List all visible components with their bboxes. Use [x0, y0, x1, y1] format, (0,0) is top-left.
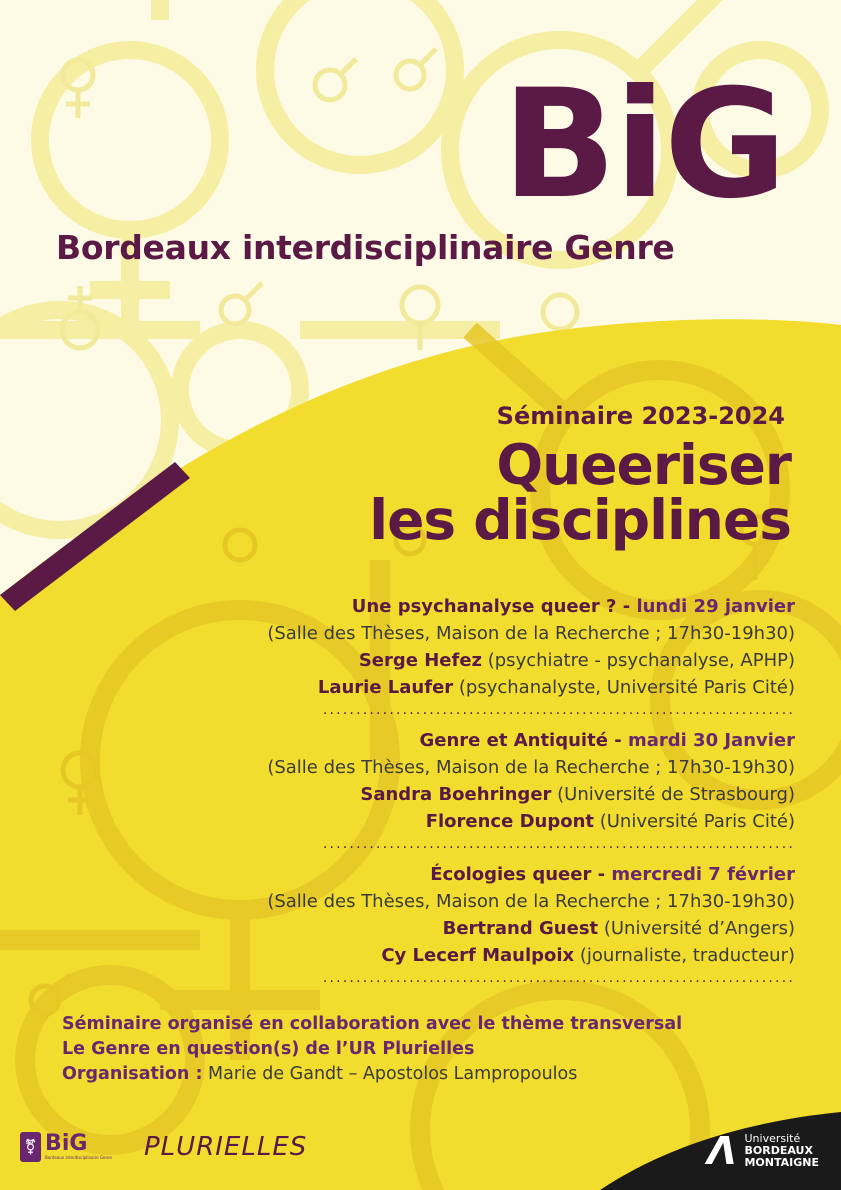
university-line1: Université — [744, 1132, 801, 1145]
seminar-title-line2: les disciplines — [369, 488, 791, 552]
big-logo-subtitle: Bordeaux interdisciplinaire Genre — [45, 1155, 112, 1160]
speaker-affiliation: (psychanalyste, Université Paris Cité) — [453, 677, 795, 698]
session-location: (Salle des Thèses, Maison de la Recherche ; 17h30-19h30) — [267, 757, 795, 778]
speaker-name: Sandra Boehringer — [360, 784, 552, 805]
seminar-year-label: Séminaire 2023-2024 — [496, 402, 785, 430]
speaker-name: Laurie Laufer — [317, 677, 454, 698]
footer-organisers: Marie de Gandt – Apostolos Lampropoulos — [202, 1064, 578, 1084]
footer-organisation-label: Organisation : — [62, 1064, 203, 1084]
speaker-name: Florence Dupont — [425, 811, 594, 832]
seminar-title — [369, 433, 791, 552]
dotted-divider: ....................................................................... — [322, 970, 795, 986]
speaker-name: Bertrand Guest — [442, 918, 599, 939]
university-line3: MONTAIGNE — [744, 1156, 819, 1169]
session-location: (Salle des Thèses, Maison de la Recherche ; 17h30-19h30) — [267, 891, 795, 912]
big-full-name: Bordeaux interdisciplinaire Genre — [56, 228, 675, 267]
speaker-line — [155, 915, 795, 942]
speaker-affiliation: (Université Paris Cité) — [594, 811, 795, 832]
speaker-line — [155, 781, 795, 808]
big-logo-acronym: BiG — [45, 1131, 88, 1156]
big-logo — [20, 1130, 112, 1164]
sessions-list — [155, 593, 795, 995]
speaker-line — [155, 942, 795, 969]
footer-line1: Séminaire organisé en collaboration avec le thème transversal — [62, 1014, 683, 1034]
footer-unit: de l’UR Plurielles — [299, 1039, 475, 1059]
session-title: Écologies queer — [430, 864, 592, 885]
session-1 — [155, 593, 795, 723]
speaker-name: Cy Lecerf Maulpoix — [381, 945, 575, 966]
session-title: Une psychanalyse queer ? — [351, 596, 617, 617]
footer-credits — [62, 1012, 682, 1087]
seminar-title-line1: Queeriser — [496, 433, 791, 497]
session-3 — [155, 861, 795, 991]
session-date: mardi 30 Janvier — [627, 730, 795, 751]
speaker-line — [155, 674, 795, 701]
big-acronym: BiG — [502, 58, 785, 232]
university-mark-icon: Ʌ — [707, 1129, 737, 1173]
dotted-divider: ....................................................................... — [322, 702, 795, 718]
session-separator: - — [591, 864, 612, 885]
dotted-divider: ....................................................................... — [322, 836, 795, 852]
university-logo — [707, 1129, 819, 1173]
speaker-affiliation: (psychiatre - psychanalyse, APHP) — [482, 650, 795, 671]
speaker-line — [155, 647, 795, 674]
speaker-affiliation: (journaliste, traducteur) — [574, 945, 795, 966]
footer-theme: Le Genre en question(s) — [62, 1039, 300, 1059]
session-location: (Salle des Thèses, Maison de la Recherche ; 17h30-19h30) — [267, 623, 795, 644]
session-separator: - — [607, 730, 628, 751]
plurielles-logo: PLURIELLES — [144, 1132, 308, 1162]
session-title: Genre et Antiquité — [419, 730, 608, 751]
speaker-name: Serge Hefez — [358, 650, 483, 671]
speaker-affiliation: (Université de Strasbourg) — [551, 784, 795, 805]
university-line2: BORDEAUX — [744, 1144, 813, 1157]
transgender-symbol-icon: ⚧ — [20, 1132, 41, 1162]
session-date: mercredi 7 février — [611, 864, 795, 885]
session-separator: - — [616, 596, 637, 617]
session-2 — [155, 727, 795, 857]
session-date: lundi 29 janvier — [636, 596, 795, 617]
speaker-affiliation: (Université d’Angers) — [598, 918, 795, 939]
speaker-line — [155, 808, 795, 835]
